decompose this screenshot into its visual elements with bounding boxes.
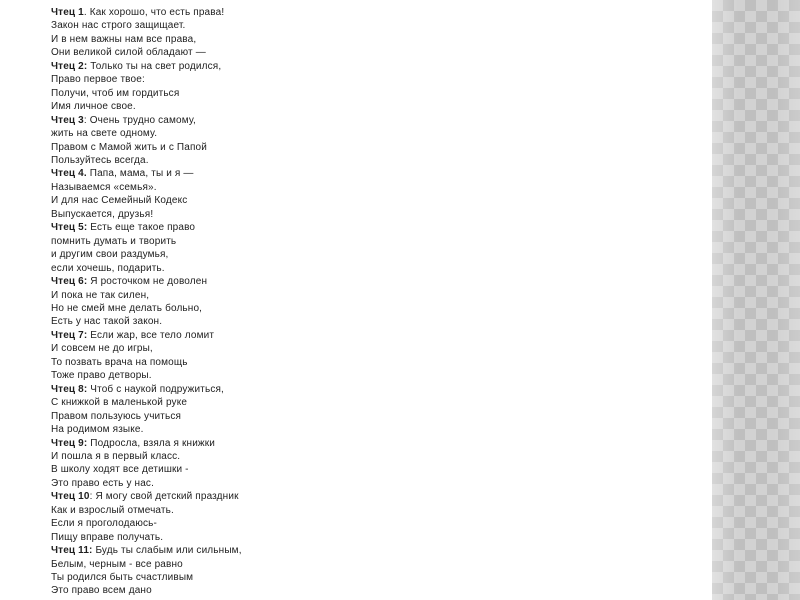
poem-line bbox=[51, 571, 711, 584]
line-text: Правом с Мамой жить и с Папой bbox=[51, 141, 207, 153]
line-text: : Я могу свой детский праздник bbox=[89, 491, 239, 503]
line-text: Будь ты слабым или сильным, bbox=[92, 545, 242, 557]
line-text: Пользуйтесь всегда. bbox=[51, 154, 149, 166]
line-text: То позвать врача на помощь bbox=[51, 356, 188, 368]
line-text: Ты родился быть счастливым bbox=[51, 572, 194, 584]
poem-line bbox=[51, 208, 711, 221]
poem-line bbox=[51, 490, 711, 503]
line-text: жить на свете одному. bbox=[51, 128, 158, 140]
poem-text bbox=[51, 6, 711, 598]
line-text: И пошла я в первый класс. bbox=[51, 450, 181, 462]
poem-line bbox=[51, 235, 711, 248]
line-text: Тоже право детворы. bbox=[51, 370, 152, 382]
poem-line bbox=[51, 450, 711, 463]
poem-line bbox=[51, 141, 711, 154]
poem-line bbox=[51, 463, 711, 476]
line-text: С книжкой в маленькой руке bbox=[51, 397, 188, 409]
line-text: Это право есть у нас. bbox=[51, 477, 154, 489]
line-text: Пищу вправе получать. bbox=[51, 531, 164, 543]
poem-line bbox=[51, 383, 711, 396]
poem-line bbox=[51, 46, 711, 59]
poem-line bbox=[51, 100, 711, 113]
poem-line bbox=[51, 329, 711, 342]
poem-line bbox=[51, 342, 711, 355]
speaker-label: Чтец 5: bbox=[51, 222, 88, 234]
line-text: Если жар, все тело ломит bbox=[87, 329, 215, 341]
poem-line bbox=[51, 584, 711, 597]
line-text: И в нем важны нам все права, bbox=[51, 33, 197, 45]
poem-line bbox=[51, 302, 711, 315]
poem-line bbox=[51, 167, 711, 180]
line-text: Подросла, взяла я книжки bbox=[87, 437, 216, 449]
line-text: Белым, черным - все равно bbox=[51, 558, 183, 570]
speaker-label: Чтец 4. bbox=[51, 168, 87, 180]
line-text: . Как хорошо, что есть права! bbox=[83, 7, 225, 18]
poem-line bbox=[51, 33, 711, 46]
poem-line bbox=[51, 181, 711, 194]
line-text: Если я проголодаюсь- bbox=[51, 518, 157, 530]
line-text: И пока не так силен, bbox=[51, 289, 150, 301]
poem-line bbox=[51, 517, 711, 530]
poem-line bbox=[51, 369, 711, 382]
line-text: Называемся «семья». bbox=[51, 181, 157, 193]
speaker-label: Чтец 6: bbox=[51, 276, 88, 288]
line-text: Это право всем дано bbox=[51, 585, 152, 597]
speaker-label: Чтец 7: bbox=[51, 329, 88, 341]
poem-line bbox=[51, 60, 711, 73]
poem-line bbox=[51, 437, 711, 450]
speaker-label: Чтец 11: bbox=[51, 545, 93, 557]
line-text: Право первое твое: bbox=[51, 74, 145, 86]
decorative-panel-shade bbox=[712, 0, 800, 600]
poem-line bbox=[51, 19, 711, 32]
poem-line bbox=[51, 73, 711, 86]
poem-line bbox=[51, 558, 711, 571]
line-text: И совсем не до игры, bbox=[51, 343, 153, 355]
speaker-label: Чтец 3 bbox=[51, 114, 84, 126]
poem-line bbox=[51, 262, 711, 275]
line-text: Есть у нас такой закон. bbox=[51, 316, 163, 328]
poem-line bbox=[51, 477, 711, 490]
poem-line bbox=[51, 289, 711, 302]
poem-line bbox=[51, 154, 711, 167]
line-text: Правом пользуюсь учиться bbox=[51, 410, 182, 422]
speaker-label: Чтец 9: bbox=[51, 437, 88, 449]
line-text: Чтоб с наукой подружиться, bbox=[87, 383, 224, 395]
line-text: Имя личное свое. bbox=[51, 101, 136, 113]
speaker-label: Чтец 8: bbox=[51, 383, 88, 395]
poem-line bbox=[51, 544, 711, 557]
line-text: Есть еще такое право bbox=[87, 222, 196, 234]
line-text: Как и взрослый отмечать. bbox=[51, 504, 174, 516]
line-text: На родимом языке. bbox=[51, 424, 144, 436]
line-text: Я росточком не доволен bbox=[87, 276, 208, 288]
line-text: В школу ходят все детишки - bbox=[51, 464, 189, 476]
line-text: Папа, мама, ты и я — bbox=[86, 168, 194, 180]
line-text: помнить думать и творить bbox=[51, 235, 177, 247]
speaker-label: Чтец 10 bbox=[51, 491, 90, 503]
poem-line bbox=[51, 396, 711, 409]
poem-line bbox=[51, 275, 711, 288]
line-text: если хочешь, подарить. bbox=[51, 262, 165, 274]
poem-line bbox=[51, 114, 711, 127]
speaker-label: Чтец 2: bbox=[51, 60, 88, 72]
line-text: Закон нас строго защищает. bbox=[51, 20, 186, 32]
line-text: Они великой силой обладают — bbox=[51, 47, 206, 59]
poem-line bbox=[51, 6, 711, 19]
poem-line bbox=[51, 127, 711, 140]
poem-line bbox=[51, 221, 711, 234]
line-text: и другим свои раздумья, bbox=[51, 249, 169, 261]
poem-line bbox=[51, 423, 711, 436]
poem-line bbox=[51, 87, 711, 100]
poem-line bbox=[51, 504, 711, 517]
poem-line bbox=[51, 356, 711, 369]
line-text: И для нас Семейный Кодекс bbox=[51, 195, 188, 207]
poem-line bbox=[51, 410, 711, 423]
poem-line bbox=[51, 531, 711, 544]
line-text: Но не смей мне делать больно, bbox=[51, 302, 203, 314]
poem-line bbox=[51, 315, 711, 328]
poem-line bbox=[51, 248, 711, 261]
line-text: Получи, чтоб им гордиться bbox=[51, 87, 180, 99]
line-text: Только ты на свет родился, bbox=[87, 60, 222, 72]
line-text: Выпускается, друзья! bbox=[51, 208, 154, 220]
line-text: : Очень трудно самому, bbox=[83, 114, 196, 126]
speaker-label: Чтец 1 bbox=[51, 7, 84, 18]
poem-line bbox=[51, 194, 711, 207]
